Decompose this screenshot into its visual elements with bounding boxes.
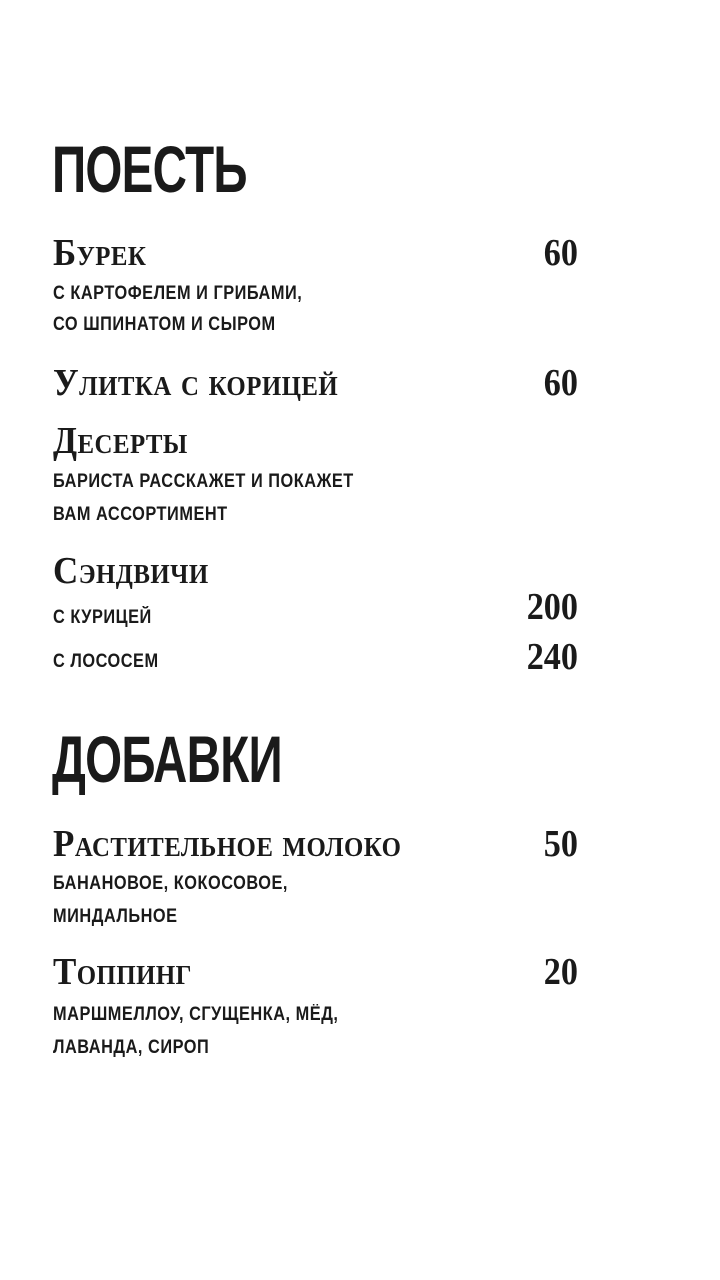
item-name: Топпинг [53,951,192,993]
item-price: 50 [543,823,578,865]
variant-price: 240 [526,636,578,678]
item-price: 60 [543,232,578,274]
variant-price: 200 [526,586,578,628]
item-price: 60 [543,362,578,404]
item-name: Десерты [53,420,188,462]
section-title-poest: ПОЕСТЬ [52,132,247,206]
section-title-dobavki: ДОБАВКИ [52,722,282,796]
variant-label: С КУРИЦЕЙ [53,607,152,628]
item-description-line: МАРШМЕЛЛОУ, СГУЩЕНКА, МЁД, [53,1004,339,1025]
item-description-line: БАРИСТА РАССКАЖЕТ И ПОКАЖЕТ [53,471,354,492]
item-description-line: ЛАВАНДА, СИРОП [53,1037,210,1058]
item-price: 20 [543,951,578,993]
item-description-line: ВАМ АССОРТИМЕНТ [53,504,228,525]
item-name: Бурек [53,232,147,274]
variant-label: С ЛОСОСЕМ [53,651,159,672]
item-name: Сэндвичи [53,550,209,592]
item-description-line: СО ШПИНАТОМ И СЫРОМ [53,314,276,335]
item-description-line: БАНАНОВОЕ, КОКОСОВОЕ, [53,873,288,894]
item-description-line: МИНДАЛЬНОЕ [53,906,178,927]
item-name: Растительное молоко [53,823,402,865]
item-name: Улитка с корицей [53,362,339,404]
item-description-line: С КАРТОФЕЛЕМ И ГРИБАМИ, [53,283,303,304]
